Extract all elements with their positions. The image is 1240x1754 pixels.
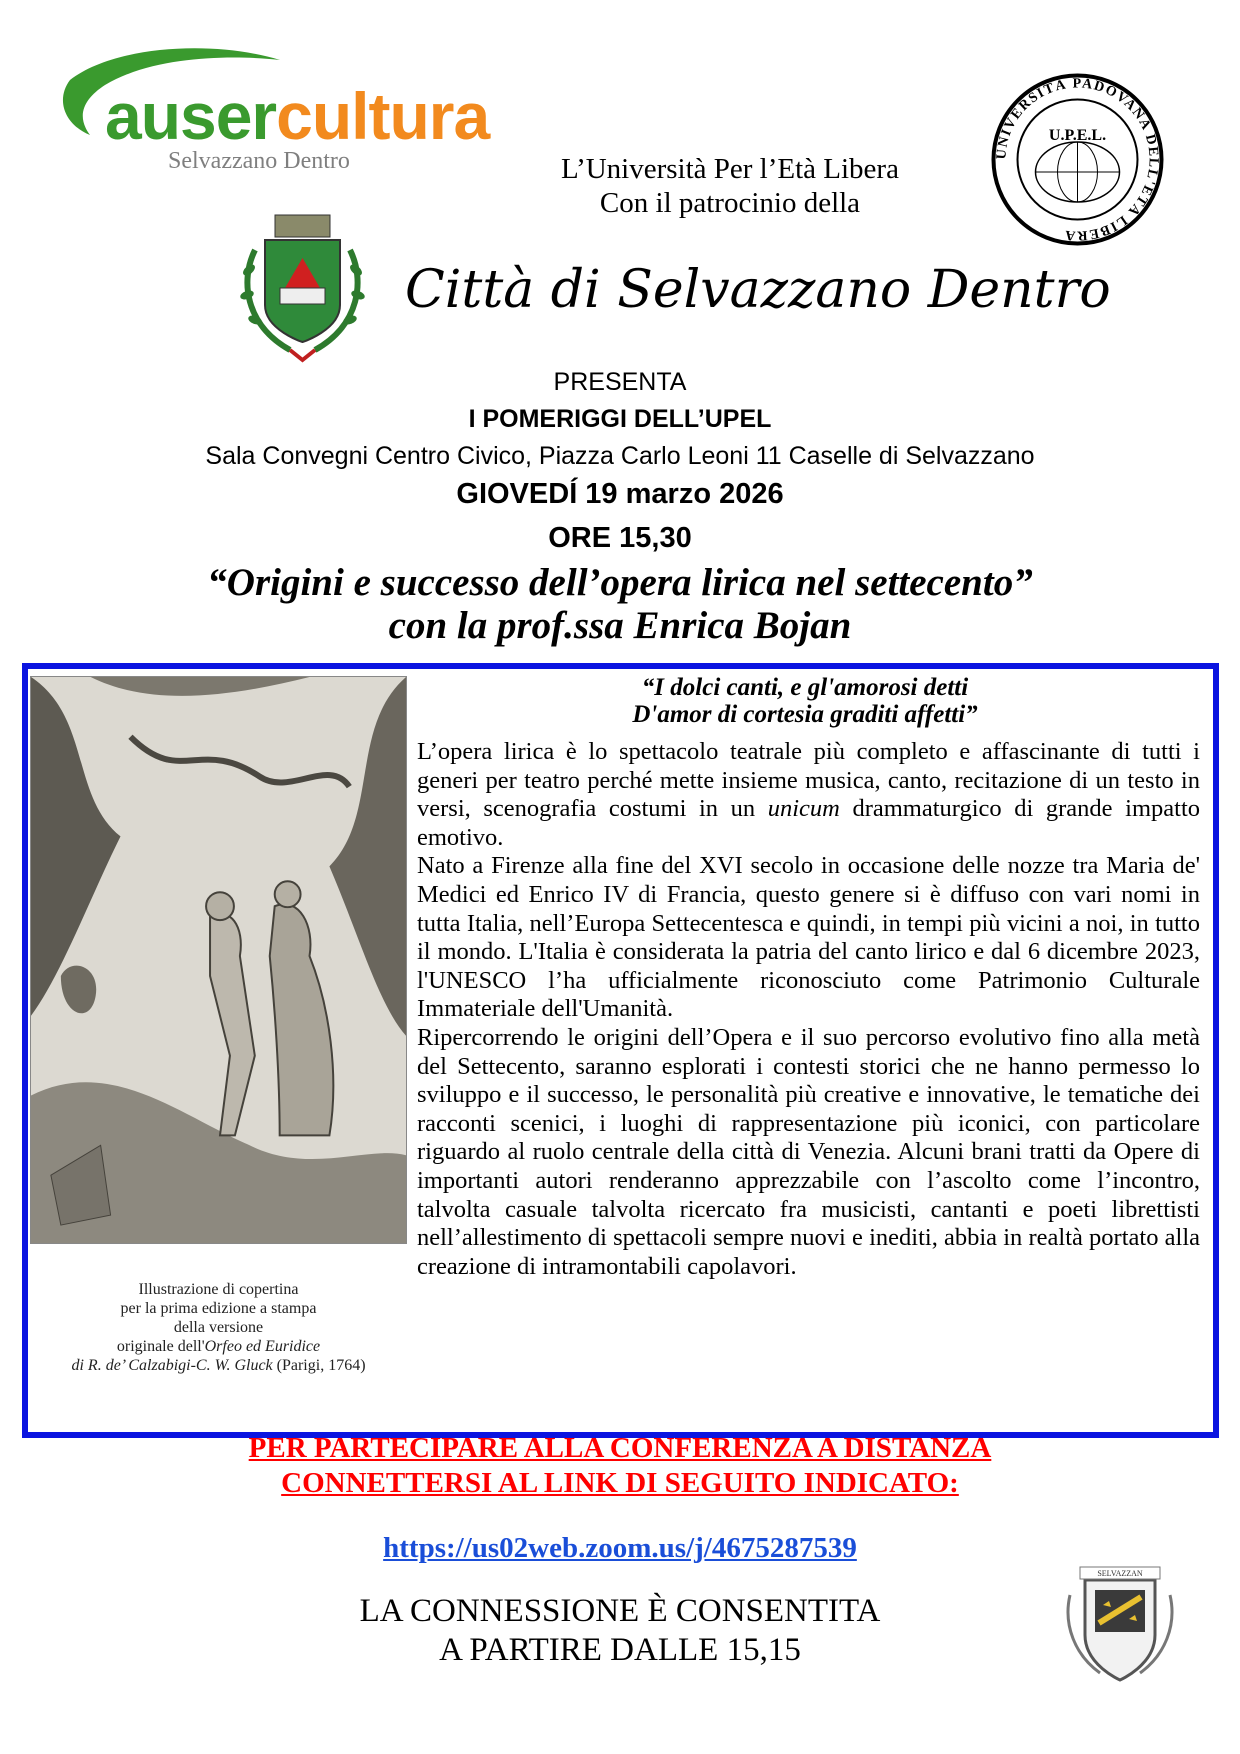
paragraph-1-text-end: drammaturgico di grande impatto emotivo. xyxy=(417,795,1200,851)
caption-place-year: (Parigi, 1764) xyxy=(272,1357,366,1374)
illustration-caption xyxy=(30,1280,407,1375)
logo-word-cultura: cultura xyxy=(276,79,490,153)
remote-cta-line-1: PER PARTECIPARE ALLA CONFERENZA A DISTANZA xyxy=(248,1432,992,1464)
logo-wordmark xyxy=(105,78,489,154)
zoom-link xyxy=(0,1532,1240,1565)
paragraph-1-text: L’opera lirica è lo spettacolo teatrale più completo e affascinante di tutti i generi per teatro perché mette insieme musica, canto, recitazione di un testo in versi, scenografia costumi in un xyxy=(417,738,1200,823)
connection-note-line-1: LA CONNESSIONE È CONSENTITA xyxy=(359,1593,881,1629)
city-name-heading: Città di Selvazzano Dentro xyxy=(405,260,1111,320)
description-paragraph-3: Ripercorrendo le origini dell’Opera e il suo percorso evolutivo fino alla metà del Settecento, saranno esplorati i contesti storici che ne hanno permesso lo sviluppo e il successo, le personalità più creative e innovative, le tematiche dei racconti scenici, i luoghi di rappresentazione più iconici, con particolare riguardo al ruolo centrale della città di Venezia. Alcuni brani tratti da Opere di importanti autori renderanno apprezzabile con l’ascolto come l’incontro, talvolta casuale talvolta ricercato fra musicisti, cantanti e poeti librettisti nell’allestimento di spettacoli sempre nuovi e inediti, abbia in realtà portato alla creazione di intramontabili capolavori. xyxy=(417,1023,1200,1280)
caption-line-2: per la prima edizione a stampa xyxy=(120,1300,317,1317)
logo-subtitle: Selvazzano Dentro xyxy=(168,148,350,174)
orfeo-engraving-illustration xyxy=(30,676,407,1244)
upel-seal-icon xyxy=(990,72,1165,247)
venue-line: Sala Convegni Centro Civico, Piazza Carlo Leoni 11 Caselle di Selvazzano xyxy=(205,442,1035,470)
paragraph-1-italic: unicum xyxy=(767,795,840,823)
description-paragraph-1 xyxy=(417,738,1200,852)
caption-line-1: Illustrazione di copertina xyxy=(138,1281,299,1298)
connection-note-line-2: A PARTIRE DALLE 15,15 xyxy=(439,1632,801,1668)
event-time: ORE 15,30 xyxy=(548,522,692,554)
logo-word-auser: auser xyxy=(105,79,277,153)
lecture-title: “Origini e successo dell’opera lirica nel settecento” xyxy=(207,561,1033,604)
seal-ring-text: UNIVERSITÀ PADOVANA DELL'ETÀ LIBERA xyxy=(994,76,1161,243)
caption-line-5 xyxy=(30,1356,407,1375)
remote-cta-line-2: CONNETTERSI AL LINK DI SEGUITO INDICATO: xyxy=(281,1467,959,1499)
lecture-speaker: con la prof.ssa Enrica Bojan xyxy=(388,604,852,647)
upel-heading: L’Università Per l’Età Libera xyxy=(561,153,899,185)
seal-abbreviation: U.P.E.L. xyxy=(1048,127,1107,144)
zoom-link-anchor[interactable]: https://us02web.zoom.us/j/4675287539 xyxy=(383,1532,857,1564)
patronage-line: Con il patrocinio della xyxy=(599,187,861,219)
opening-quote xyxy=(410,674,1200,728)
caption-authors: di R. de’ Calzabigi-C. W. Gluck xyxy=(71,1357,273,1374)
city-crest-icon xyxy=(235,210,370,365)
caption-line-3: della versione xyxy=(173,1319,264,1336)
event-date: GIOVEDÍ 19 marzo 2026 xyxy=(456,478,784,510)
quote-line-1: “I dolci canti, e gl'amorosi detti xyxy=(641,674,969,701)
selvazzano-crest-icon xyxy=(1065,1555,1175,1690)
caption-line-4-text: originale dell' xyxy=(116,1338,205,1355)
caption-line-4 xyxy=(30,1337,407,1356)
series-title: I POMERIGGI DELL’UPEL xyxy=(468,405,772,433)
presents-label: PRESENTA xyxy=(553,368,687,396)
crest-label: SELVAZZAN xyxy=(1097,1569,1143,1578)
caption-work-title: Orfeo ed Euridice xyxy=(204,1338,321,1355)
description-paragraph-2: Nato a Firenze alla fine del XVI secolo in occasione delle nozze tra Maria de' Medici ed Enrico IV di Francia, questo genere si è diffuso con vari nomi in tutta Italia, nell’Europa Settecentesca e quindi, in tempi più vicini a noi, in tutto il mondo. L'Italia è considerata la patria del canto lirico e dal 6 dicembre 2023, l'UNESCO l’ha ufficialmente riconosciuto come Patrimonio Culturale Immateriale dell'Umanità. xyxy=(417,852,1200,1023)
quote-line-2: D'amor di cortesia graditi affetti” xyxy=(632,701,978,728)
description-text xyxy=(417,738,1200,1281)
